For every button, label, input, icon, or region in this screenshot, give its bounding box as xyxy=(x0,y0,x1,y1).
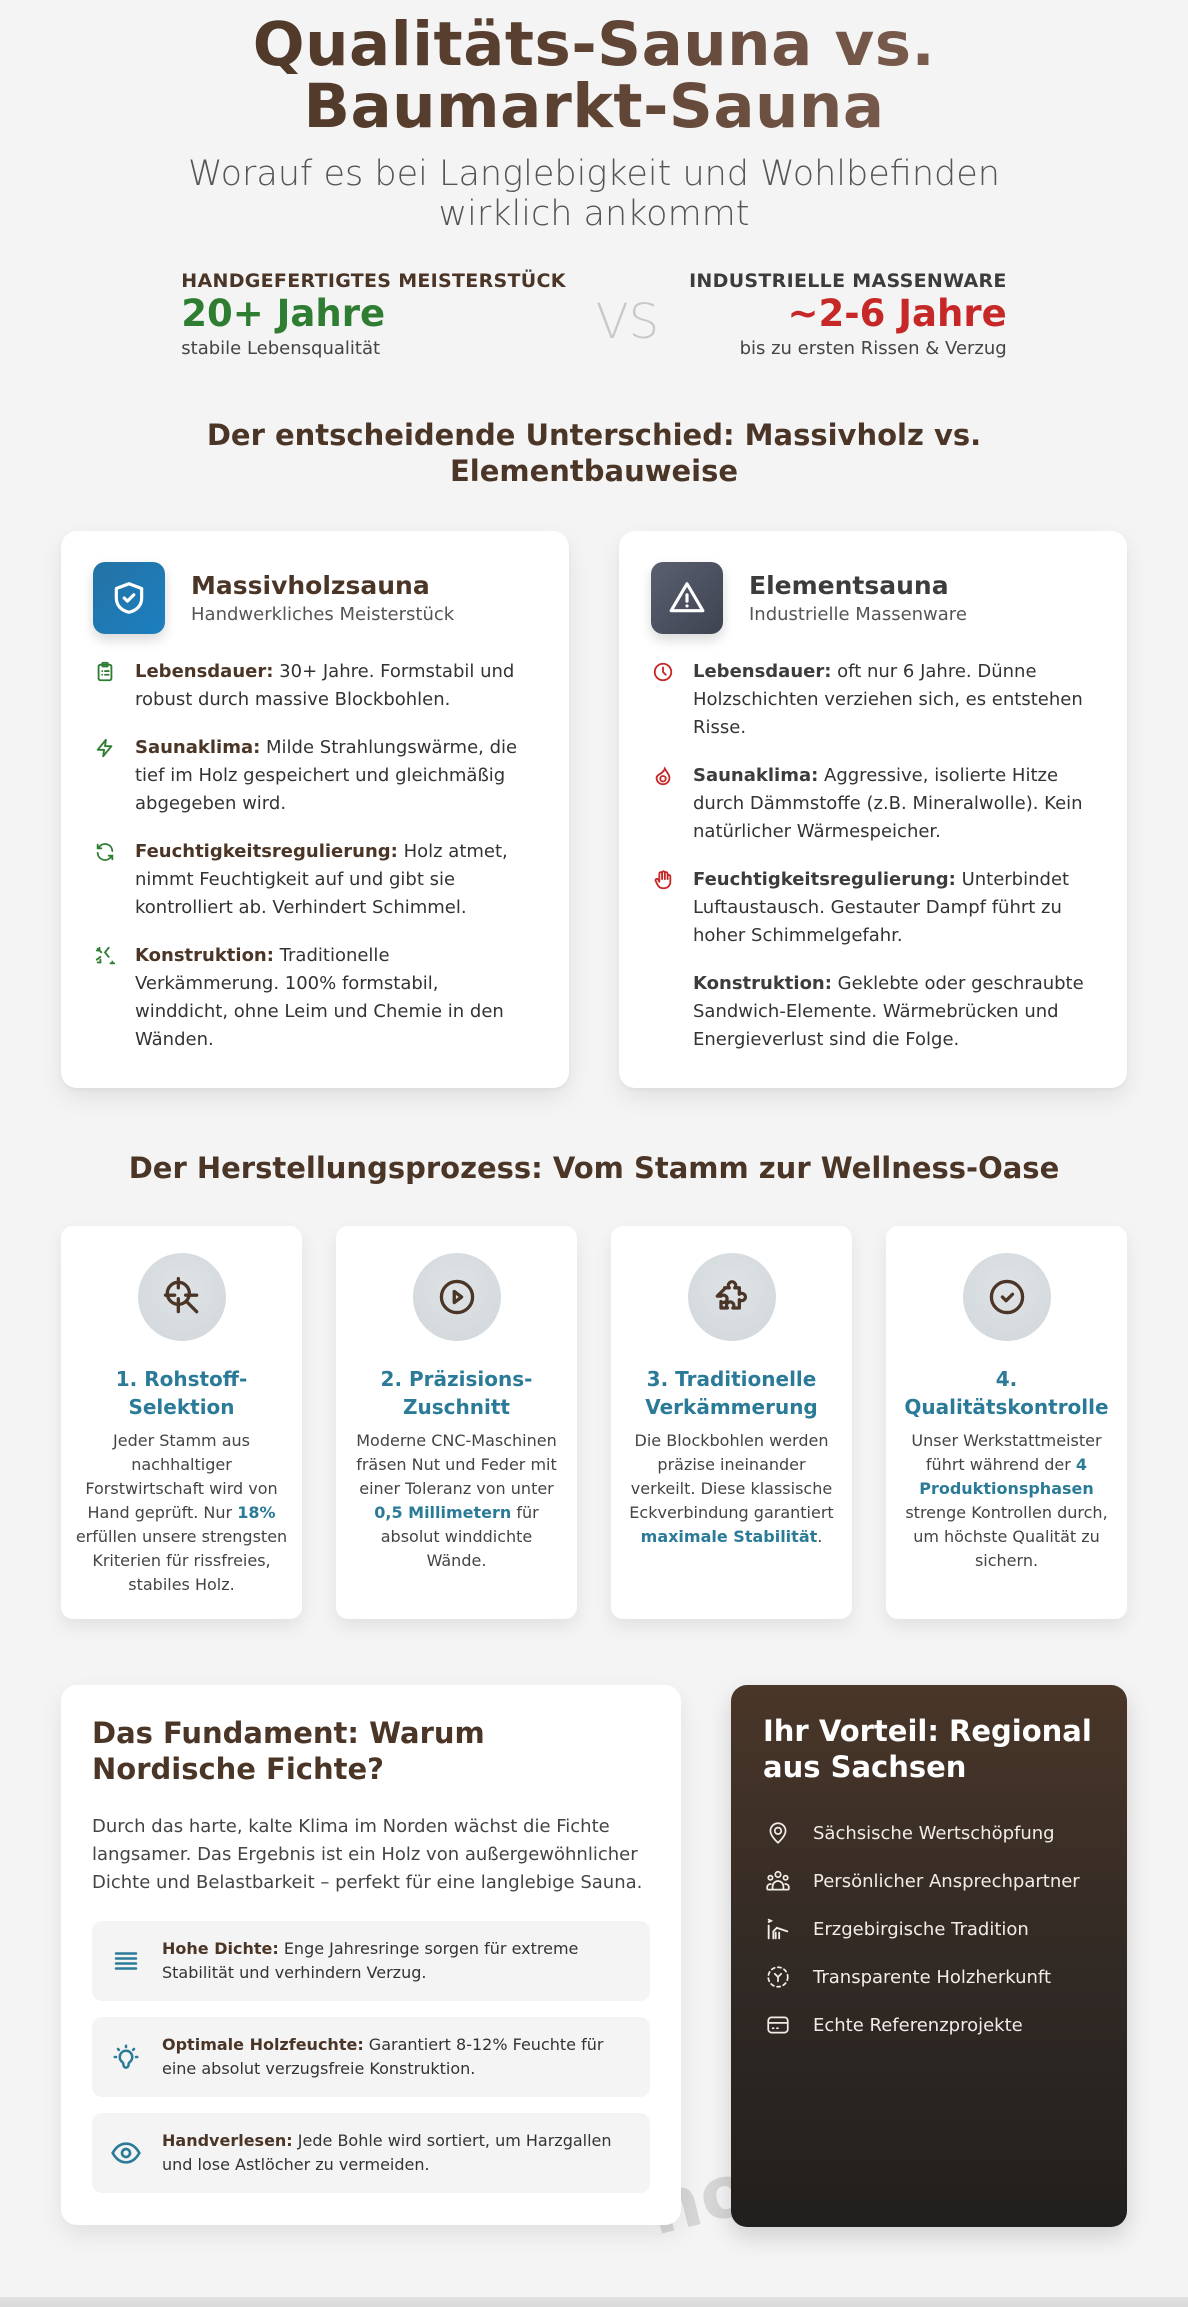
puzzle-icon xyxy=(688,1253,776,1341)
lines-icon xyxy=(110,1946,142,1976)
eye-icon xyxy=(110,2137,142,2169)
card-subtitle: Industrielle Massenware xyxy=(749,604,967,625)
regional-item-text: Sächsische Wertschöpfung xyxy=(813,1822,1055,1844)
fichte-item xyxy=(92,2017,650,2097)
check-circle-icon xyxy=(963,1253,1051,1341)
feature-label: Feuchtigkeitsregulierung: xyxy=(693,869,956,890)
feature-item xyxy=(651,658,1095,742)
fichte-text: Durch das harte, kalte Klima im Norden wächst die Fichte langsamer. Das Ergebnis ist ein Holz von außergewöhnlicher Dichte und Belastbarkeit – perfekt für eine langlebige Sauna. xyxy=(92,1816,643,1893)
process-step-text: für absolut winddichte Wände. xyxy=(380,1503,539,1570)
feature-item xyxy=(651,762,1095,846)
process-step-title: 1. Rohstoff-Selektion xyxy=(115,1367,248,1419)
process-step-text: Jeder Stamm aus nachhaltiger Forstwirtschaft wird von Hand geprüft. Nur xyxy=(85,1431,278,1522)
feature-text: Holz atmet, nimmt Feuchtigkeit auf und gibt sie kontrolliert ab. Verhindert Schimmel. xyxy=(135,841,508,918)
credit-card-icon xyxy=(763,2012,793,2038)
card-subtitle: Handwerkliches Meisterstück xyxy=(191,604,455,625)
refresh-icon xyxy=(93,838,117,922)
feature-text: Traditionelle Verkämmerung. 100% formstabil, winddicht, ohne Leim und Chemie in den Wänden. xyxy=(135,945,504,1050)
versus-separator: VS xyxy=(595,293,660,350)
fichte-item xyxy=(92,1921,650,2001)
process-steps xyxy=(61,1226,1127,1619)
lightbulb-icon xyxy=(110,2042,142,2072)
process-step xyxy=(886,1226,1127,1619)
feature-label: Konstruktion: xyxy=(135,945,274,966)
feature-text: Aggressive, isolierte Hitze durch Dämmstoffe (z.B. Mineralwolle). Kein natürlicher Wärmespeicher. xyxy=(693,765,1083,842)
page-subtitle: Worauf es bei Langlebigkeit und Wohlbefinden wirklich ankommt xyxy=(188,154,1000,234)
feature-text: 30+ Jahre. Formstabil und robust durch massive Blockbohlen. xyxy=(135,661,515,710)
fichte-title: Das Fundament: Warum Nordische Fichte? xyxy=(92,1716,485,1786)
regional-card xyxy=(731,1685,1127,2227)
feature-label: Lebensdauer: xyxy=(693,661,832,682)
process-step xyxy=(611,1226,852,1619)
versus-left-label: HANDGEFERTIGTES MEISTERSTÜCK xyxy=(181,270,566,292)
tradition-icon xyxy=(763,1915,793,1943)
versus-left xyxy=(181,270,565,359)
flame-icon xyxy=(651,762,675,846)
card-title: Elementsauna xyxy=(749,571,949,600)
fichte-item xyxy=(92,2113,650,2193)
play-circle-icon xyxy=(413,1253,501,1341)
regional-item-text: Transparente Holzherkunft xyxy=(813,1966,1052,1988)
card-elementsauna xyxy=(619,531,1127,1088)
focus-tree-icon xyxy=(763,1964,793,1990)
versus-left-note: stabile Lebensqualität xyxy=(181,338,381,359)
comparison-title: Der entscheidende Unterschied: Massivholz vs. Elementbauweise xyxy=(206,418,982,488)
feature-item xyxy=(93,734,537,818)
feature-item xyxy=(651,866,1095,950)
process-step-highlight: 18% xyxy=(237,1503,276,1522)
process-step-title: 4. Qualitätskontrolle xyxy=(904,1367,1109,1419)
regional-item xyxy=(763,1857,1095,1905)
fichte-item-text: Garantiert 8-12% Feuchte für eine absolut verzugsfreie Konstruktion. xyxy=(162,2035,604,2078)
process-step-highlight: maximale Stabilität xyxy=(640,1527,818,1546)
footer-divider xyxy=(0,2297,1188,2307)
warning-triangle-icon xyxy=(651,562,723,634)
feature-label: Feuchtigkeitsregulierung: xyxy=(135,841,398,862)
fichte-item-text: Enge Jahresringe sorgen für extreme Stabilität und verhindern Verzug. xyxy=(162,1939,579,1982)
versus-right-value: ~2-6 Jahre xyxy=(787,292,1007,335)
process-step-text: Die Blockbohlen werden präzise ineinander verkeilt. Diese klassische Eckverbindung garantiert xyxy=(629,1431,834,1522)
versus-left-value: 20+ Jahre xyxy=(181,292,386,335)
feature-label: Lebensdauer: xyxy=(135,661,274,682)
versus-right-note: bis zu ersten Rissen & Verzug xyxy=(739,338,1007,359)
page-title: Qualitäts-Sauna vs. Baumarkt-Sauna xyxy=(61,0,1127,138)
versus-right-label: INDUSTRIELLE MASSENWARE xyxy=(689,270,1007,292)
process-step xyxy=(336,1226,577,1619)
map-pin-icon xyxy=(763,1820,793,1846)
bolt-icon xyxy=(93,734,117,818)
feature-label: Saunaklima: xyxy=(693,765,819,786)
clock-icon xyxy=(651,658,675,742)
process-step-text: Moderne CNC-Maschinen fräsen Nut und Feder mit einer Toleranz von unter xyxy=(356,1431,557,1498)
blank-icon xyxy=(651,970,675,1054)
regional-title: Ihr Vorteil: Regional aus Sachsen xyxy=(763,1714,1092,1784)
regional-item xyxy=(763,1809,1095,1857)
feature-item xyxy=(93,838,537,922)
process-step-text: Unser Werkstattmeister führt während der xyxy=(911,1431,1102,1474)
process-step-title: 2. Präzisions-Zuschnitt xyxy=(380,1367,533,1419)
joint-icon xyxy=(93,942,117,1054)
process-step-title: 3. Traditionelle Verkämmerung xyxy=(645,1367,818,1419)
versus-banner xyxy=(61,270,1127,359)
feature-text: Geklebte oder geschraubte Sandwich-Elemente. Wärmebrücken und Energieverlust sind die Folge. xyxy=(693,973,1084,1050)
process-step xyxy=(61,1226,302,1619)
users-icon xyxy=(763,1868,793,1894)
fichte-item-label: Hohe Dichte: xyxy=(162,1939,279,1958)
regional-item xyxy=(763,1953,1095,2001)
search-target-icon xyxy=(138,1253,226,1341)
process-step-highlight: 4 Produktionsphasen xyxy=(919,1455,1094,1498)
hand-stop-icon xyxy=(651,866,675,950)
card-massivholzsauna xyxy=(61,531,569,1088)
regional-item-text: Persönlicher Ansprechpartner xyxy=(813,1870,1080,1892)
regional-item xyxy=(763,1905,1095,1953)
process-title: Der Herstellungsprozess: Vom Stamm zur Wellness-Oase xyxy=(128,1151,1060,1185)
versus-right xyxy=(689,270,1007,359)
fichte-item-label: Optimale Holzfeuchte: xyxy=(162,2035,364,2054)
regional-item-text: Echte Referenzprojekte xyxy=(813,2014,1023,2036)
feature-label: Konstruktion: xyxy=(693,973,832,994)
fichte-item-label: Handverlesen: xyxy=(162,2131,293,2150)
process-step-text: erfüllen unsere strengsten Kriterien für rissfreies, stabiles Holz. xyxy=(75,1527,288,1594)
regional-item-text: Erzgebirgische Tradition xyxy=(813,1918,1029,1940)
card-title: Massivholzsauna xyxy=(191,571,430,600)
shield-check-icon xyxy=(93,562,165,634)
fichte-card xyxy=(61,1685,681,2225)
feature-item xyxy=(93,942,537,1054)
feature-text: Milde Strahlungswärme, die tief im Holz gespeichert und gleichmäßig abgegeben wird. xyxy=(135,737,518,814)
feature-label: Saunaklima: xyxy=(135,737,261,758)
regional-item xyxy=(763,2001,1095,2049)
process-step-text: strenge Kontrollen durch, um höchste Qualität zu sichern. xyxy=(905,1503,1108,1570)
feature-item xyxy=(651,970,1095,1054)
feature-text: Unterbindet Luftaustausch. Gestauter Dampf führt zu hoher Schimmelgefahr. xyxy=(693,869,1070,946)
comparison-cards xyxy=(61,531,1127,1088)
process-step-text: . xyxy=(817,1527,823,1546)
process-step-highlight: 0,5 Millimetern xyxy=(374,1503,512,1522)
fichte-item-text: Jede Bohle wird sortiert, um Harzgallen und lose Astlöcher zu vermeiden. xyxy=(162,2131,612,2174)
feature-item xyxy=(93,658,537,714)
feature-text: oft nur 6 Jahre. Dünne Holzschichten verziehen sich, es entstehen Risse. xyxy=(693,661,1083,738)
clipboard-list-icon xyxy=(93,658,117,714)
